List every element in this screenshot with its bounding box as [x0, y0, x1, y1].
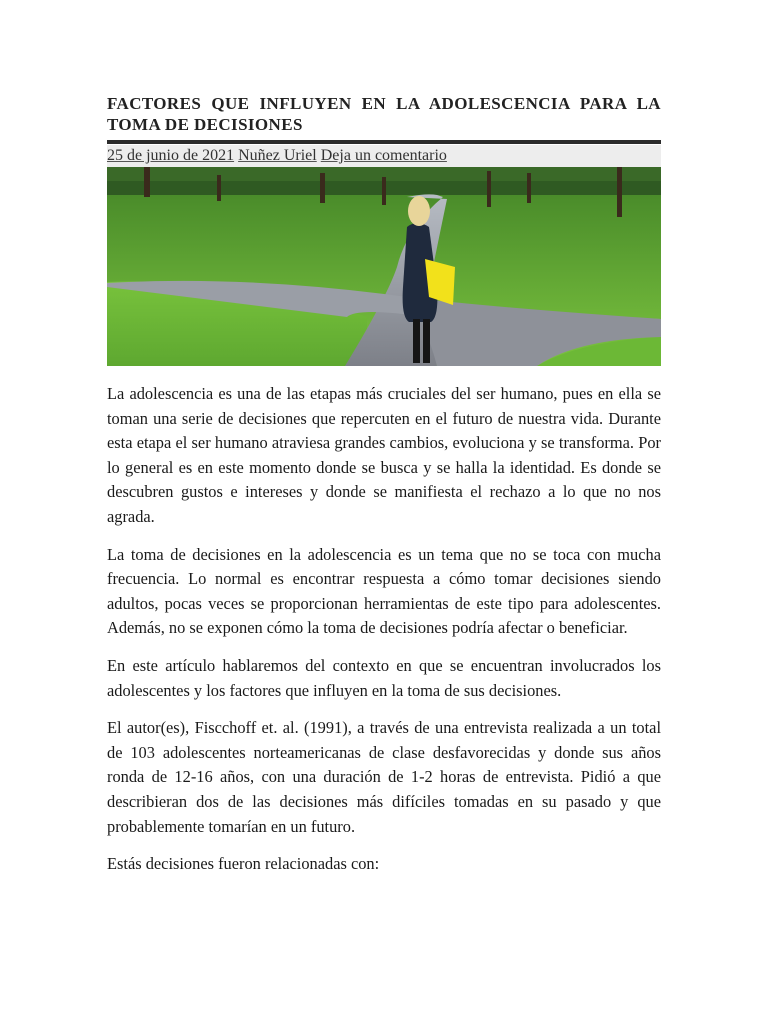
comment-link[interactable]: Deja un comentario [320, 147, 447, 164]
paragraph: La adolescencia es una de las etapas más cruciales del ser humano, pues en ella se toman una serie de decisiones que repercuten en el futuro de nuestra vida. Durante esta etapa el ser humano atraviesa grandes cambios, evoluciona y se transforma. Por lo general es en este momento donde se busca y se halla la identidad. Es donde se descubren gustos e intereses y donde se manifiesta el rechazo a lo que no nos agrada. [107, 384, 661, 526]
article-body [107, 382, 661, 877]
hero-image [107, 167, 661, 366]
paragraph: En este artículo hablaremos del contexto en que se encuentran involucrados los adolescentes y los factores que influyen en la toma de sus decisiones. [107, 655, 661, 700]
post-author-link[interactable]: Nuñez Uriel [238, 147, 317, 164]
paragraph: La toma de decisiones en la adolescencia es un tema que no se toca con mucha frecuencia. Lo normal es encontrar respuesta a cómo tomar decisiones siendo adultos, pocas veces se proporcionan herramientas de este tipo para adolescentes. Además, no se exponen cómo la toma de decisiones podría afectar o beneficiar. [107, 544, 661, 638]
post-date-link[interactable]: 25 de junio de 2021 [107, 147, 235, 164]
title-divider [107, 140, 661, 144]
article-title: FACTORES QUE INFLUYEN EN LA ADOLESCENCIA PARA LA TOMA DE DECISIONES [107, 94, 661, 134]
paragraph: Estás decisiones fueron relacionadas con: [107, 854, 380, 874]
post-meta [107, 145, 661, 167]
paragraph: El autor(es), Fiscchoff et. al. (1991), a través de una entrevista realizada a un total de 103 adolescentes norteamericanas de clase desfavorecidas y donde sus años ronda de 12-16 años, con una duración de 1-2 horas de entrevista. Pidió a que describieran dos de las decisiones más difíciles tomadas en su pasado y que probablemente tomarían en un futuro. [107, 718, 661, 836]
article [107, 0, 661, 890]
